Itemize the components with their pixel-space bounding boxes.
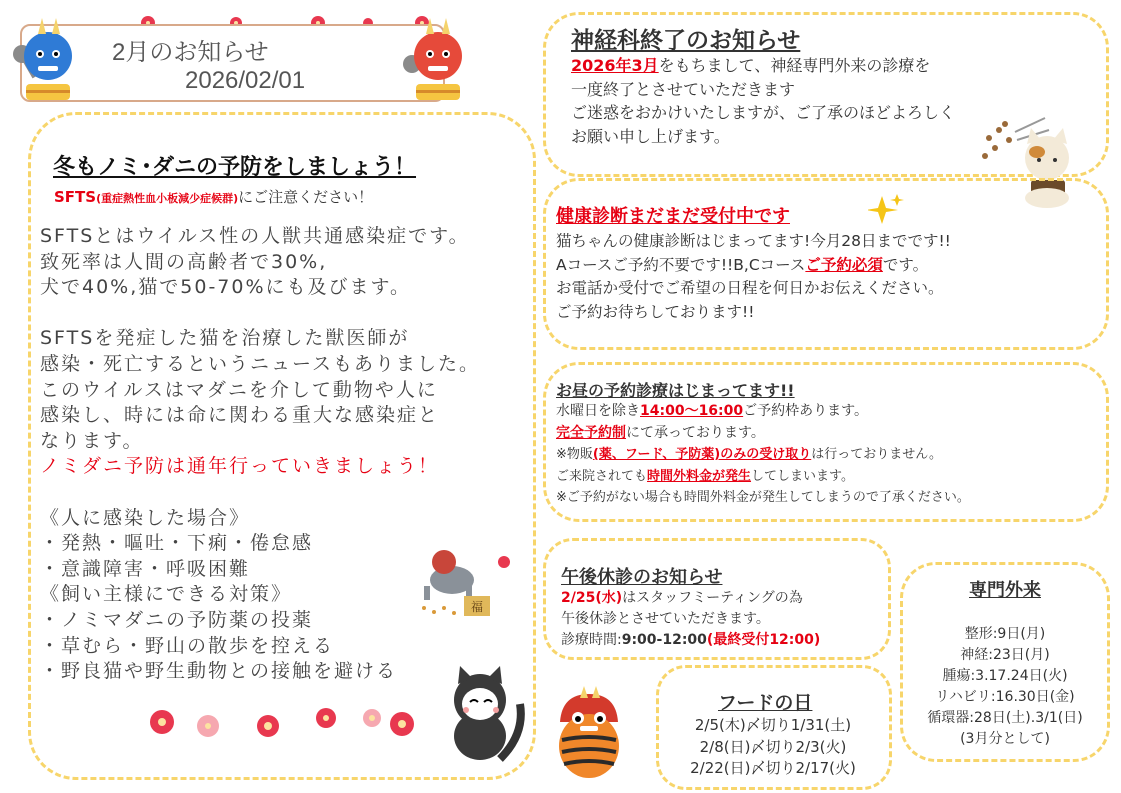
body-line: 致死率は人間の高齢者で30%, — [40, 250, 328, 273]
neurology-line: をもちまして、神経専門外来の診療を — [658, 56, 931, 75]
after-hours-fee: 時間外料金が発生 — [647, 468, 752, 484]
neurology-body — [571, 54, 955, 148]
body-line: ・草むら・野山の散歩を控える — [40, 634, 335, 657]
health-line: ご予約お待ちしております!! — [556, 302, 755, 321]
afternoon-closed-heading: 午後休診のお知らせ — [561, 567, 723, 588]
sfts-warning-rest: にご注意ください！ — [238, 188, 374, 206]
afternoon-line: 午後休診とさせていただきます。 — [561, 611, 770, 627]
lunch-line: ※物販 — [556, 447, 593, 462]
body-line: ・意識障害・呼吸困難 — [40, 557, 251, 580]
oni-face-icon — [552, 686, 626, 782]
sparkle-icon — [868, 194, 904, 226]
fortune-label: 福 — [471, 600, 484, 614]
food-day-item: 2/22(日)〆切り2/17(火) — [690, 759, 856, 777]
body-line — [40, 301, 480, 327]
cat-with-oni-mask-icon — [414, 548, 514, 618]
specialist-item: 腫瘍:3.17.24日(火) — [942, 668, 1068, 684]
sfts-full-name: (重症熱性血小板減少症候群) — [96, 192, 239, 205]
neurology-heading: 神経科終了のお知らせ — [571, 28, 801, 54]
reservation-required: ご予約必須 — [805, 255, 883, 274]
body-line: ・ノミマダニの予防薬の投薬 — [40, 608, 314, 631]
neurology-line: ご迷惑をおかけいたしますが、ご了承のほどよろしく — [571, 103, 956, 122]
lunch-line: 水曜日を除き — [556, 403, 640, 419]
specialist-item: 循環器:28日(土).3/1(日) — [927, 710, 1083, 726]
lunch-line: してしまいます。 — [751, 468, 854, 484]
red-oni-icon — [398, 14, 478, 104]
body-line: 犬で40%,猫で50-70%にも及びます。 — [40, 276, 412, 299]
page-title: 2月のお知らせ — [112, 39, 269, 66]
food-day-item: 2/5(木)〆切り1/31(土) — [694, 716, 852, 734]
body-line: SFTSとはウイルス性の人獣共通感染症です。 — [40, 225, 470, 247]
specialist-heading: 専門外来 — [969, 580, 1041, 601]
health-check-body — [556, 230, 951, 324]
health-check-heading: 健康診断まだまだ受付中です — [556, 206, 790, 227]
neurology-line: 一度終了とさせていただきます — [571, 79, 796, 99]
body-line — [40, 480, 480, 506]
specialist-item: リハビリ:16.30日(金) — [935, 689, 1075, 705]
lunch-line: ご来院されても — [556, 468, 648, 484]
last-reception: (最終受付12:00) — [706, 632, 821, 648]
clinic-hours: 9:00-12:00 — [621, 632, 707, 648]
closed-date: 2/25(水) — [561, 590, 623, 606]
lunch-line: ※ご予約がない場合も時間外料金が発生してしまうので了承ください。 — [556, 490, 970, 505]
body-line: ・野良猫や野生動物との接触を避ける — [40, 660, 398, 683]
page-date: 2026/02/01 — [185, 67, 306, 94]
plum-blossom-icon — [140, 704, 430, 744]
sfts-warning — [54, 186, 373, 207]
black-cat-icon — [440, 664, 530, 764]
specialist-body — [900, 624, 1110, 750]
health-line: Aコースご予約不要です!!B,Cコース — [556, 255, 806, 274]
lunch-line: ご予約枠あります。 — [743, 403, 869, 419]
specialist-item: 神経:23日(月) — [960, 647, 1050, 663]
neurology-end-date: 2026年3月 — [571, 56, 659, 75]
lunch-hours: 14:00～16:00 — [640, 403, 744, 419]
afternoon-line: 診療時間: — [561, 632, 622, 648]
lunch-body — [556, 401, 970, 509]
body-line: 《人に感染した場合》 — [40, 506, 251, 529]
lunch-line: にて承っております。 — [626, 424, 765, 441]
health-line: お電話か受付でご希望の日程を何日かお伝えください。 — [556, 279, 944, 297]
body-line: なります。 — [40, 429, 144, 452]
body-line: このウイルスはマダニを介して動物や人に — [40, 378, 438, 401]
body-line: SFTSを発症した猫を治療した獣医師が — [40, 327, 410, 350]
health-line: です。 — [882, 255, 929, 274]
afternoon-closed-body — [561, 588, 820, 651]
body-line: ・発熱・嘔吐・下痢・倦怠感 — [40, 532, 314, 555]
food-day-body — [668, 715, 878, 780]
body-line: 感染・死亡するというニュースもありました。 — [40, 352, 481, 375]
health-line: 猫ちゃんの健康診断はじまってます!今月28日までです!! — [556, 232, 951, 250]
body-line: 《飼い主様にできる対策》 — [40, 583, 293, 606]
body-line: 感染し、時には命に関わる重大な感染症と — [40, 404, 440, 427]
afternoon-line: はスタッフミーティングの為 — [622, 590, 803, 606]
specialist-item: 整形:9日(月) — [964, 626, 1046, 642]
full-reservation: 完全予約制 — [556, 424, 626, 441]
flea-tick-heading: 冬もノミ･ダニの予防をしましょう！ — [53, 155, 417, 180]
food-day-item: 2/8(日)〆切り2/3(火) — [699, 737, 847, 756]
sfts-label: SFTS — [54, 188, 97, 206]
specialist-item: (3月分として) — [960, 731, 1050, 747]
pickup-only-note: (薬、フード、予防薬)のみの受け取り — [592, 447, 812, 462]
prevention-callout: ノミダニ予防は通年行っていきましょう！ — [40, 455, 440, 478]
blue-oni-icon — [8, 14, 88, 104]
food-day-heading: フードの日 — [718, 692, 813, 714]
neurology-line: お願い申し上げます。 — [571, 126, 730, 146]
lunch-heading: お昼の予約診療はじまってます!! — [556, 381, 795, 400]
lunch-line: は行っておりません。 — [811, 447, 943, 462]
